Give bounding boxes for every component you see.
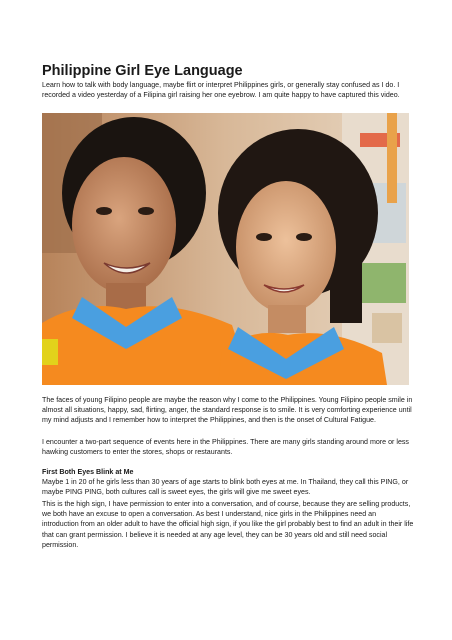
body-paragraph-4: This is the high sign, I have permission to enter into a conversation, and of course, because they are selling products, we both have an excuse to open a conversation. As best I understand, nice girls in the Philippines need an introduction from an older adult to have the official high sign, if you like the girl probably best to find an adult in their life that can grant permission. I believe it is needed at any age level, they can be 30 years old and still need social permission. bbox=[42, 500, 414, 549]
body-paragraph-3: Maybe 1 in 20 of he girls less than 30 years of age starts to blink both eyes at me. In Thailand, they call this PING, or maybe PING PING, both cultures call is sweet eyes, the girls will give me sweet eyes. bbox=[42, 478, 409, 497]
photo-two-filipina-girls bbox=[42, 113, 409, 385]
body-paragraph-1: The faces of young Filipino people are maybe the reason why I come to the Philippines. Young Filipino people smile in almost all situations, happy, sad, flirting, anger, the standard response is to smile. It is very comforting experience until my mind adjusts and I remember how to interpret the Philippines, and then is the onset of Cultural Fatigue. bbox=[42, 396, 413, 425]
section-heading: First Both Eyes Blink at Me bbox=[42, 468, 134, 476]
photo-illustration bbox=[42, 113, 409, 385]
body-paragraph-2: I encounter a two-part sequence of events here in the Philippines. There are many girls standing around more or less hawking customers to enter the stores, shops or restaurants. bbox=[42, 438, 409, 457]
page-title: Philippine Girl Eye Language bbox=[42, 63, 243, 79]
intro-paragraph: Learn how to talk with body language, maybe flirt or interpret Philippines girls, or generally stay confused as I do. I recorded a video yesterday of a Filipina girl raising her one eyebrow. I am quite happy to have captured this video. bbox=[42, 81, 400, 100]
